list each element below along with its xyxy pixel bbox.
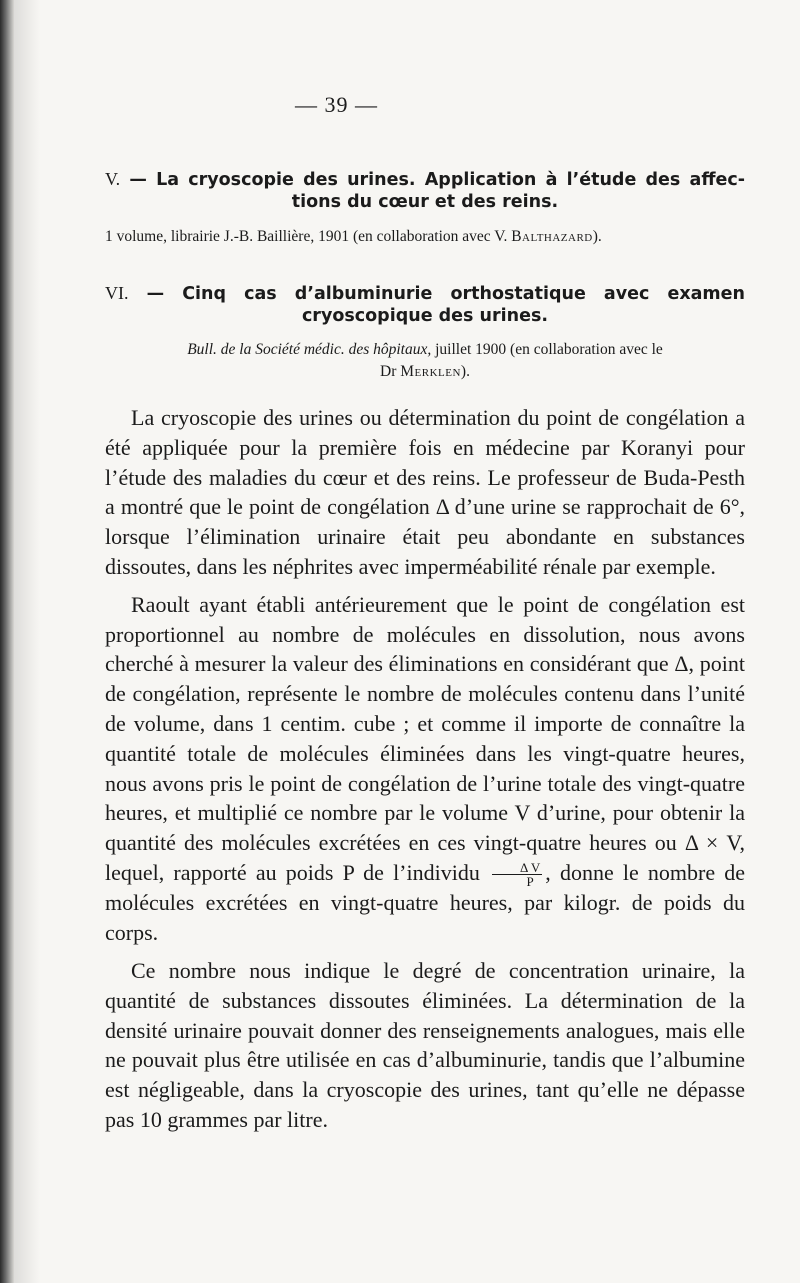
work-title-v-line1 [105, 168, 745, 191]
work-ref-vi-author: Merklen [400, 363, 461, 380]
work-ref-vi-tail: ). [460, 363, 470, 380]
work-ref-vi-text: juillet 1900 (en collaboration avec le [431, 341, 663, 358]
work-title-vi-text1: Cinq cas d’albuminurie orthostatique avec examen [182, 284, 745, 304]
work-ref-vi [105, 339, 745, 383]
page-content [105, 92, 745, 1135]
work-title-vi-line2: cryoscopique des urines. [301, 306, 549, 326]
fraction-denominator: P [526, 874, 534, 890]
paragraph-1: La cryoscopie des urines ou détermination du point de congélation a été appliquée pour la première fois en médecine par Koranyi pour l’étude des maladies du cœur et des reins. Le professeur de Buda-Pesth a montré que le point de congélation Δ d’une urine se rapprochait de 6°, lorsque l’élimination urinaire était peu abondante en substances dissoutes, dans les néphrites avec imperméabilité rénale par exemple. [105, 405, 745, 579]
book-spine [0, 0, 14, 1283]
work-ref-v [105, 226, 745, 248]
work-ref-v-tail: ). [592, 228, 602, 245]
work-title-v-line2: tions du cœur et des reins. [291, 192, 559, 212]
work-title-v [105, 168, 745, 213]
paragraph-2-part-b: , donne le nombre de molécules excrétées en vingt-quatre heures, par kilogr. de poids du corps. [105, 859, 746, 946]
work-title-vi-line1 [105, 282, 745, 305]
page-number: — 39 — [295, 92, 378, 117]
paragraph-3: Ce nombre nous indique le degré de concentration urinaire, la quantité de substances dissoutes éliminées. La détermination de la densité urinaire pouvait donner des renseignements analogues, mais elle ne pouvait plus être utilisée en cas d’albuminurie, tandis que l’albumine est négligeable, dans la cryoscopie des urines, tant qu’elle ne dépasse pas 10 grammes par litre. [105, 958, 745, 1132]
work-entry-v [105, 168, 745, 248]
work-title-vi [105, 282, 745, 327]
fraction-numerator: Δ V [492, 861, 542, 875]
fraction-delta-v-over-p [492, 861, 542, 888]
work-title-v-text1: La cryoscopie des urines. Application à l’étude des affec- [156, 170, 746, 190]
work-dash-v: — [129, 170, 147, 190]
work-ref-v-text: 1 volume, librairie J.-B. Baillière, 1901 (en collaboration avec V. [105, 228, 508, 245]
paragraph-2-part-a: Raoult ayant établi antérieurement que le point de congélation est proportionnel au nombre de molécules en dissolution, nous avons cherché à mesurer la valeur des éliminations en considérant que Δ, point de congélation, représente le nombre de molécules contenu dans l’unité de volume, dans 1 centim. cube ; et comme il importe de connaître la quantité totale de molécules éliminées dans les vingt-quatre heures, nous avons pris le point de congélation de l’urine totale des vingt-quatre heures, et multiplié ce nombre par le volume V d’urine, pour obtenir la quantité des molécules excrétées en ces vingt-quatre heures ou Δ × V, lequel, rapporté au poids P de l’individu [105, 591, 745, 885]
work-ref-v-author: Balthazard [511, 228, 593, 245]
work-number-vi: VI. [105, 283, 129, 303]
paragraph-2 [105, 590, 745, 948]
body-text [105, 403, 745, 1135]
work-ref-vi-doctor: Dr [380, 363, 397, 380]
work-ref-vi-journal: Bull. de la Société médic. des hôpitaux, [187, 341, 432, 358]
spine-shadow [14, 0, 40, 1283]
work-entry-vi [105, 282, 745, 383]
work-dash-vi: — [146, 284, 165, 304]
work-number-v: V. [105, 169, 121, 189]
